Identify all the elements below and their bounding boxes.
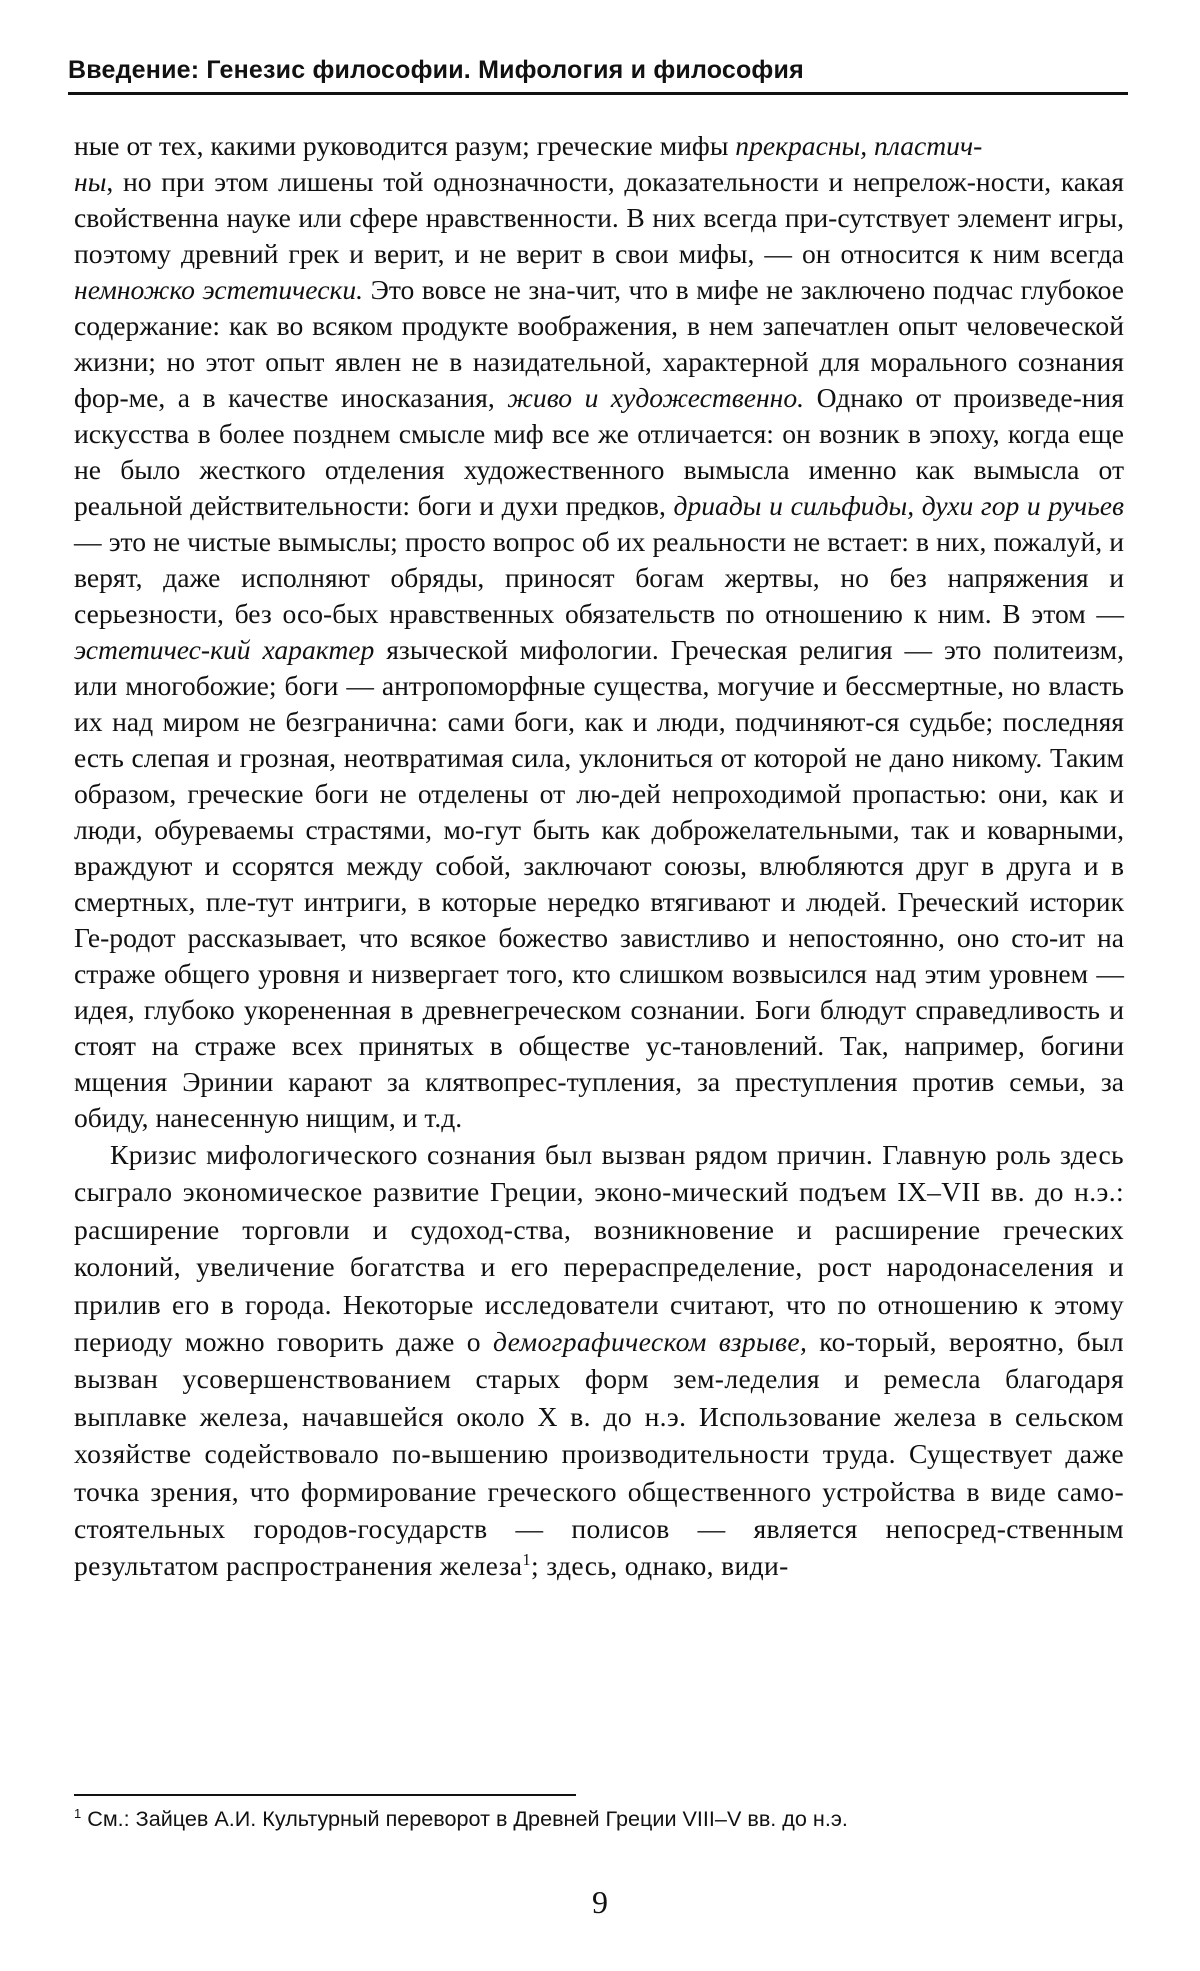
paragraph-1: ные от тех, какими руководится разум; греческие мифы прекрасны, пластич- ны, но при этом лишены той однозначности, доказательности и непрелож-ности, какая свойственна науке или сфере нравственности. В них всегда при-сутствует элемент игры, поэтому древний грек и верит, и не верит в свои мифы, — он относится к ним всегда немножко эстетически. Это вовсе не зна-чит, что в мифе не заключено подчас глубокое содержание: как во всяком продукте воображения, в нем запечатлен опыт человеческой жизни; но этот опыт явлен не в назидательной, характерной для морального сознания фор-ме, а в качестве иносказания, живо и художественно. Однако от произведе-ния искусства в более позднем смысле миф все же отличается: он возник в эпоху, когда еще не было жесткого отделения художественного вымысла именно как вымысла от реальной действительности: боги и духи предков, дриады и сильфиды, духи гор и ручьев — это не чистые вымыслы; просто вопрос об их реальности не встает: в них, пожалуй, и верят, даже исполняют обряды, приносят богам жертвы, но без напряжения и серьезности, без осо-бых нравственных обязательств по отношению к ним. В этом — эстетичес-кий характер языческой мифологии. Греческая религия — это политеизм, или многобожие; боги — антропоморфные существа, могучие и бессмертные, но власть их над миром не безгранична: сами боги, как и люди, подчиняют-ся судьбе; последняя есть слепая и грозная, неотвратимая сила, уклониться от которой не дано никому. Таким образом, греческие боги не отделены от лю-дей непроходимой пропастью: они, как и люди, обуреваемы страстями, мо-гут быть как доброжелательными, так и коварными, враждуют и ссорятся между собой, заключают союзы, влюбляются друг в друга и в смертных, пле-тут интриги, в которые нередко втягивают и людей. Греческий историк Ге-родот рассказывает, что всякое божество завистливо и непостоянно, оно сто-ит на страже общего уровня и низвергает того, кто слишком возвысился над этим уровнем — идея, глубоко укорененная в древнегреческом сознании. Боги блюдут справедливость и стоят на страже всех принятых в обществе ус-тановлений. Так, например, богини мщения Эринии карают за клятвопрес-тупления, за преступления против семьи, за обиду, нанесенную нищим, и т.д. — [74, 130, 1125, 1133]
header-rule — [68, 92, 1128, 95]
footnote-marker: 1 — [74, 1805, 82, 1821]
footnote — [74, 1803, 1124, 1835]
footnote-text: См.: Зайцев А.И. Культурный переворот в Древней Греции VIII–V вв. до н.э. — [81, 1806, 848, 1831]
paragraph-2: Кризис мифологического сознания был вызван рядом причин. Главную роль здесь сыграло экономическое развитие Греции, эконо-мический подъем IX–VII вв. до н.э.: расширение торговли и судоход-ства, возникновение и расширение греческих колоний, увеличение богатства и его перераспределение, рост народонаселения и прилив его в города. Некоторые исследователи считают, что по отношению к этому периоду можно говорить даже о демографическом взрыве, ко-торый, вероятно, был вызван усовершенствованием старых форм зем-леделия и ремесла благодаря выплавке железа, начавшейся около X в. до н.э. Использование железа в сельском хозяйстве содействовало по-вышению производительности труда. Существует даже точка зрения, что формирование греческого общественного устройства в виде само-стоятельных городов-государств — полисов — является непосред-ственным результатом распространения железа$^1$; здесь, однако, види- — [74, 1139, 1124, 1582]
main-text — [74, 128, 1124, 1585]
running-head: Введение: Генезис философии. Мифология и философия — [68, 56, 804, 84]
footnote-rule — [74, 1794, 576, 1796]
page-number: 9 — [592, 1884, 608, 1920]
footnote-reference: 1 — [522, 1550, 531, 1570]
